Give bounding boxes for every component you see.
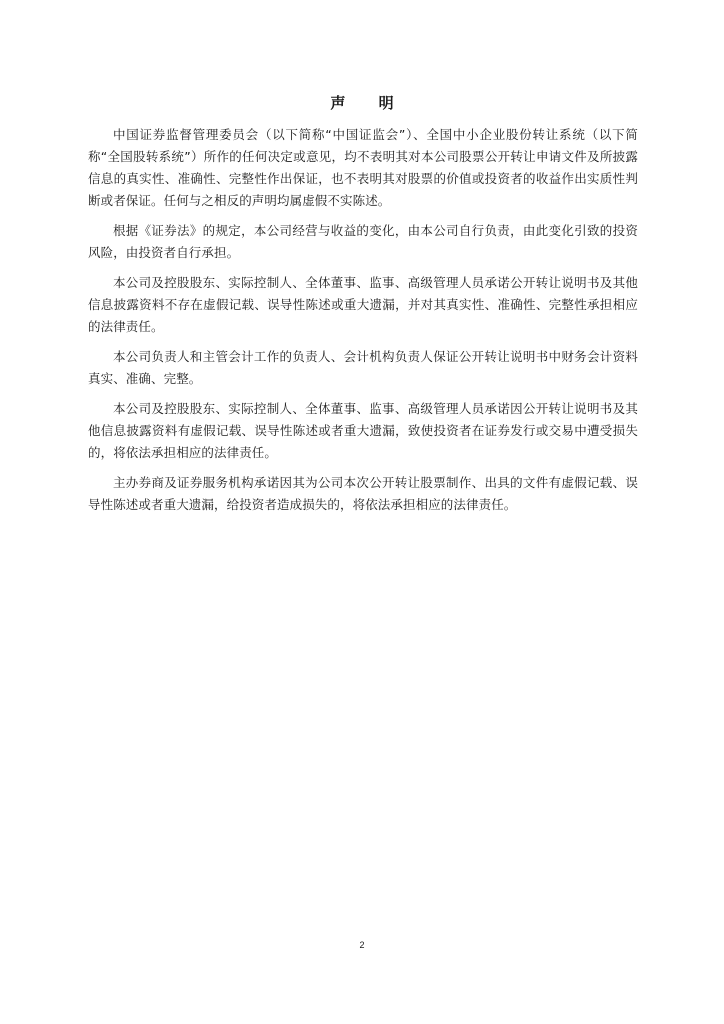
paragraph-broker-commitment: 主办券商及证券服务机构承诺因其为公司本次公开转让股票制作、出具的文件有虚假记载、误导性陈述或者重大遗漏，给投资者造成损失的，将依法承担相应的法律责任。	[88, 475, 638, 512]
paragraph-disclosure-commitment: 本公司及控股股东、实际控制人、全体董事、监事、高级管理人员承诺公开转让说明书及其他信息披露资料不存在虚假记载、误导性陈述或重大遗漏，并对其真实性、准确性、完整性承担相应的法律责任。	[88, 275, 638, 334]
page-title: 声 明	[330, 94, 408, 112]
paragraph-financial-guarantee: 本公司负责人和主管会计工作的负责人、会计机构负责人保证公开转让说明书中财务会计资料真实、准确、完整。	[88, 349, 638, 386]
paragraph-regulator-disclaimer: 中国证券监督管理委员会（以下简称“中国证监会”）、全国中小企业股份转让系统（以下简称“全国股转系统”）所作的任何决定或意见，均不表明其对本公司股票公开转让申请文件及所披露信息的真实性、准确性、完整性作出保证，也不表明其对股票的价值或投资者的收益作出实质性判断或者保证。任何与之相反的声明均属虚假不实陈述。	[88, 127, 638, 208]
paragraph-liability-commitment: 本公司及控股股东、实际控制人、全体董事、监事、高级管理人员承诺因公开转让说明书及其他信息披露资料有虚假记载、误导性陈述或者重大遗漏，致使投资者在证券发行或交易中遭受损失的，将依法承担相应的法律责任。	[88, 401, 638, 460]
paragraph-investment-risk: 根据《证券法》的规定，本公司经营与收益的变化，由本公司自行负责，由此变化引致的投资风险，由投资者自行承担。	[88, 223, 638, 260]
page-number: 2	[359, 940, 365, 950]
statement-body	[88, 124, 638, 524]
